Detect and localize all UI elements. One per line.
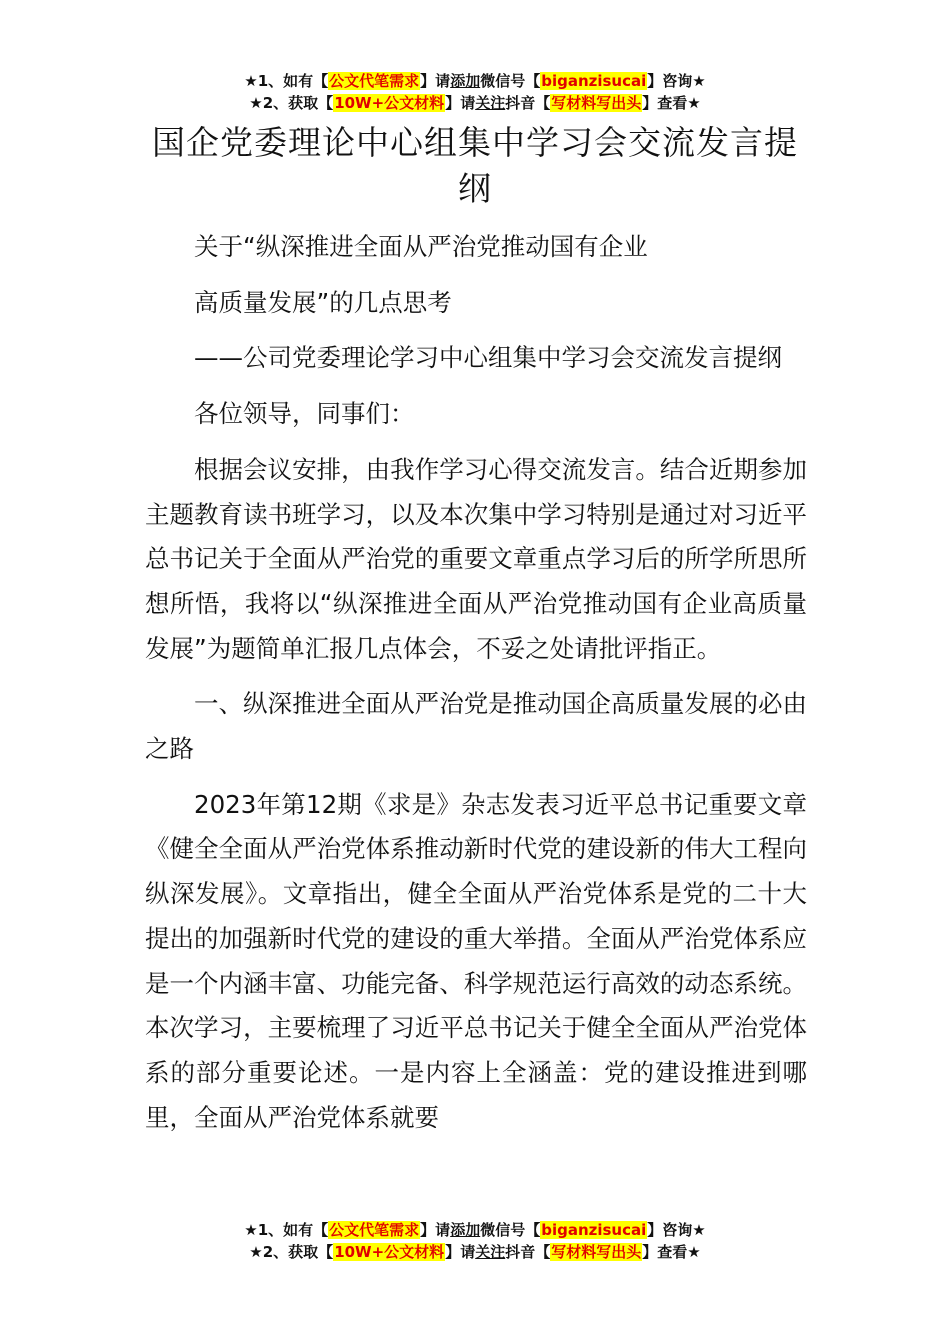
promo-text: ★1、如有【 xyxy=(244,72,329,90)
promo-text: ★1、如有【 xyxy=(244,1221,329,1239)
promo-highlight: biganzisucai xyxy=(541,1221,647,1239)
promo-underlined-text: 添加 xyxy=(450,1221,481,1239)
promo-underlined-text: 关注 xyxy=(475,1243,506,1261)
promo-text: 】请 xyxy=(445,1243,476,1261)
greeting: 各位领导，同事们： xyxy=(194,399,415,429)
subtitle-line-1: 关于“纵深推进全面从严治党推动国有企业 xyxy=(194,232,648,261)
promo-underlined-text: 添加 xyxy=(450,72,481,90)
promo-text: 微信号【 xyxy=(480,72,541,90)
subtitle-line-2: 高质量发展”的几点思考 xyxy=(194,287,452,317)
section-heading-1: 一、纵深推进全面从严治党是推动国企高质量发展的必由之路 xyxy=(145,689,807,764)
promo-text: 】请 xyxy=(420,72,451,90)
promo-line-2 xyxy=(0,92,950,114)
paragraph-section-1: 2023年第12期《求是》杂志发表习近平总书记重要文章《健全全面从严治党体系推动新时代党的建设新的伟大工程向纵深发展》。文章指出，健全全面从严治党体系是党的二十大提出的加强新时代党的建设的重大举措。全面从严治党体系应是一个内涵丰富、功能完备、科学规范运行高效的动态系统。本次学习，主要梳理了习近平总书记关于健全全面从严治党体系的部分重要论述。一是内容上全涵盖：党的建设推进到哪里，全面从严治党体系就要 xyxy=(145,789,807,1132)
promo-line-2 xyxy=(0,1241,950,1263)
promo-underlined-text: 关注 xyxy=(475,94,506,112)
promo-line-1 xyxy=(0,1219,950,1241)
promo-text: 抖音【 xyxy=(505,94,551,112)
promo-text: 】咨询★ xyxy=(647,1221,706,1239)
promo-highlight: 写材料写出头 xyxy=(551,1243,642,1261)
promo-text: 】请 xyxy=(420,1221,451,1239)
promo-text: 微信号【 xyxy=(480,1221,541,1239)
promo-highlight: 10W+公文材料 xyxy=(334,1243,445,1261)
paragraph-intro: 根据会议安排，由我作学习心得交流发言。结合近期参加主题教育读书班学习，以及本次集中学习特别是通过对习近平总书记关于全面从严治党的重要文章重点学习后的所学所思所想所悟，我将以“纵深推进全面从严治党推动国有企业高质量发展”为题简单汇报几点体会，不妥之处请批评指正。 xyxy=(145,454,807,663)
promo-notice-top xyxy=(0,70,950,114)
document-body xyxy=(145,225,807,1140)
promo-highlight: 写材料写出头 xyxy=(551,94,642,112)
promo-text: ★2、获取【 xyxy=(249,94,334,112)
promo-notice-bottom xyxy=(0,1219,950,1263)
promo-text: 抖音【 xyxy=(505,1243,551,1261)
byline: ——公司党委理论学习中心组集中学习会交流发言提纲 xyxy=(194,343,782,373)
promo-text: 】咨询★ xyxy=(647,72,706,90)
document-title: 国企党委理论中心组集中学习会交流发言提纲 xyxy=(152,123,798,208)
promo-text: 】查看★ xyxy=(642,94,701,112)
promo-highlight: 公文代笔需求 xyxy=(329,72,420,90)
promo-text: 】查看★ xyxy=(642,1243,701,1261)
promo-text: 】请 xyxy=(445,94,476,112)
promo-highlight: 公文代笔需求 xyxy=(329,1221,420,1239)
promo-highlight: 10W+公文材料 xyxy=(334,94,445,112)
promo-text: ★2、获取【 xyxy=(249,1243,334,1261)
promo-highlight: biganzisucai xyxy=(541,72,647,90)
promo-line-1 xyxy=(0,70,950,92)
